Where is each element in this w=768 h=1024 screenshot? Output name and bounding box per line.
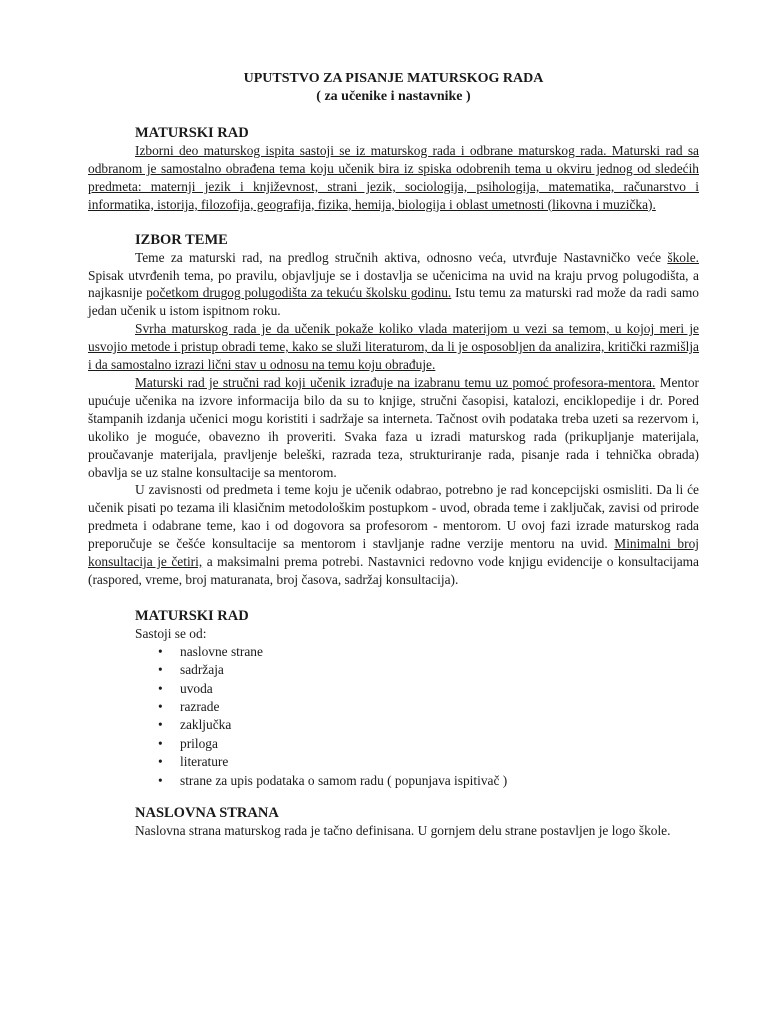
content-list <box>88 643 699 790</box>
bullet-icon: • <box>158 662 163 678</box>
list-item-label: zaključka <box>180 717 232 733</box>
list-item-label: priloga <box>180 735 218 751</box>
paragraph-zavisnost <box>88 481 699 588</box>
text-zavisnost-c: a maksimalni prema potrebi. Nastavnici redovno vode knjigu evidencije o konsultacijama (raspored, vreme, broj maturanata, broj časova, sadržaj konsultacija). <box>88 554 700 587</box>
list-item <box>135 698 699 716</box>
list-item-label: sadržaja <box>180 662 224 678</box>
document-page <box>88 66 699 840</box>
document-subtitle: ( za učenike i nastavnike ) <box>316 89 471 104</box>
bullet-icon: • <box>158 680 163 696</box>
text-teme-e: Istu temu za maturski rad može da radi samo jedan učenik u istom ispitnom roku. <box>88 285 699 319</box>
list-item <box>135 643 699 661</box>
paragraph-svrha: Svrha maturskog rada je da učenik pokaže koliko vlada materijom u vezi sa temom, u kojoj meri je usvojio metode i pristup obradi teme, kako se služi literaturom, da li je osposobljen da analizira, kritički razmišlja i da samostalno izrazi lični stav u odnosu na temu koju obrađuje. <box>88 321 699 373</box>
text-zavisnost-b: Minimalni broj konsultacija je četiri, <box>88 536 699 570</box>
text-strucni-rad-a: Maturski rad je stručni rad koji učenik izrađuje na izabranu temu uz pomoć profesora-mentora. <box>135 374 656 390</box>
list-item-label: razrade <box>180 698 220 714</box>
list-item <box>135 753 699 771</box>
list-intro: Sastoji se od: <box>135 625 207 641</box>
list-item-label: strane za upis podataka o samom radu ( popunjava ispitivač ) <box>180 772 508 788</box>
list-item <box>135 735 699 753</box>
bullet-icon: • <box>158 754 163 770</box>
bullet-icon: • <box>158 698 163 714</box>
section-heading-naslovna-strana: NASLOVNA STRANA <box>135 805 279 821</box>
text-teme-d: početkom drugog polugodišta za tekuću školsku godinu. <box>146 285 452 301</box>
list-item <box>135 680 699 698</box>
section-heading-maturski-rad: MATURSKI RAD <box>135 125 249 141</box>
paragraph-strucni-rad <box>88 374 699 481</box>
bullet-icon: • <box>158 717 163 733</box>
list-item <box>135 716 699 734</box>
section-heading-maturski-rad-2: MATURSKI RAD <box>135 607 249 624</box>
text-zavisnost-a: U zavisnosti od predmeta i teme koju je učenik odabrao, potrebno je rad koncepcijski osmisliti. Da li će učenik pisati po tezama ili klasičnim metodološkim postupkom - uvod, obrada teme i zaključak, zavisi od prirode predmeta i odabrane teme, kao i od dogovora sa profesorom - mentorom. U ovoj fazi izrade maturskog rada preporučuje se češće konsultacije sa mentorom i stavljanje radne verzije mentoru na uvid. <box>88 482 699 552</box>
text-teme-c: Spisak utvrđenih tema, po pravilu, objavljuje se i dostavlja se učenicima na uvid na kraju prvog polugodišta, a najkasnije <box>88 267 699 301</box>
bullet-icon: • <box>158 643 163 659</box>
paragraph-teme <box>88 249 699 321</box>
section-heading-izbor-teme: IZBOR TEME <box>135 231 228 248</box>
text-teme-a: Teme za maturski rad, na predlog stručnih aktiva, odnosno veća, utvrđuje Nastavničko veće <box>135 249 668 265</box>
list-item-label: naslovne strane <box>180 643 263 659</box>
text-strucni-rad-b: Mentor upućuje učenika na izvore informacija bilo da su to knjige, stručni časopisi, katalozi, enciklopedije i dr. Pored štampanih izdanja učenici mogu koristiti i sadržaje sa interneta. Tačnost ovih podataka treba uzeti sa rezervom i, ukoliko je moguće, obavezno ih proveriti. Svaka faza u izradi maturskog rada (prikupljanje materijala, proučavanje materijala, pravljenje beleški, razrada teza, strukturiranje rada, pisanje rada i tehnička obrada) obavlja se uz stalne konsultacije sa mentorom. <box>88 374 699 480</box>
text-teme-b: škole. <box>667 249 699 265</box>
paragraph-naslovna: Naslovna strana maturskog rada je tačno definisana. U gornjem delu strane postavljen je logo škole. <box>135 823 671 838</box>
bullet-icon: • <box>158 735 163 751</box>
list-item-label: uvoda <box>180 680 213 696</box>
bullet-icon: • <box>158 772 163 788</box>
paragraph-izborni-deo: Izborni deo maturskog ispita sastoji se iz maturskog rada i odbrane maturskog rada. Maturski rad sa odbranom je samostalno obrađena tema koju učenik bira iz spiska odobrenih tema u okviru jednog od sledećih predmeta: maternji jezik i književnost, strani jezik, sociologija, psihologija, matematika, računarstvo i informatika, istorija, filozofija, geografija, fizika, hemija, biologija i oblast umetnosti (likovna i muzička). <box>88 143 699 212</box>
document-title: UPUTSTVO ZA PISANJE MATURSKOG RADA <box>243 71 544 86</box>
list-item <box>135 661 699 679</box>
list-item-label: literature <box>180 754 229 770</box>
list-item <box>135 772 699 790</box>
